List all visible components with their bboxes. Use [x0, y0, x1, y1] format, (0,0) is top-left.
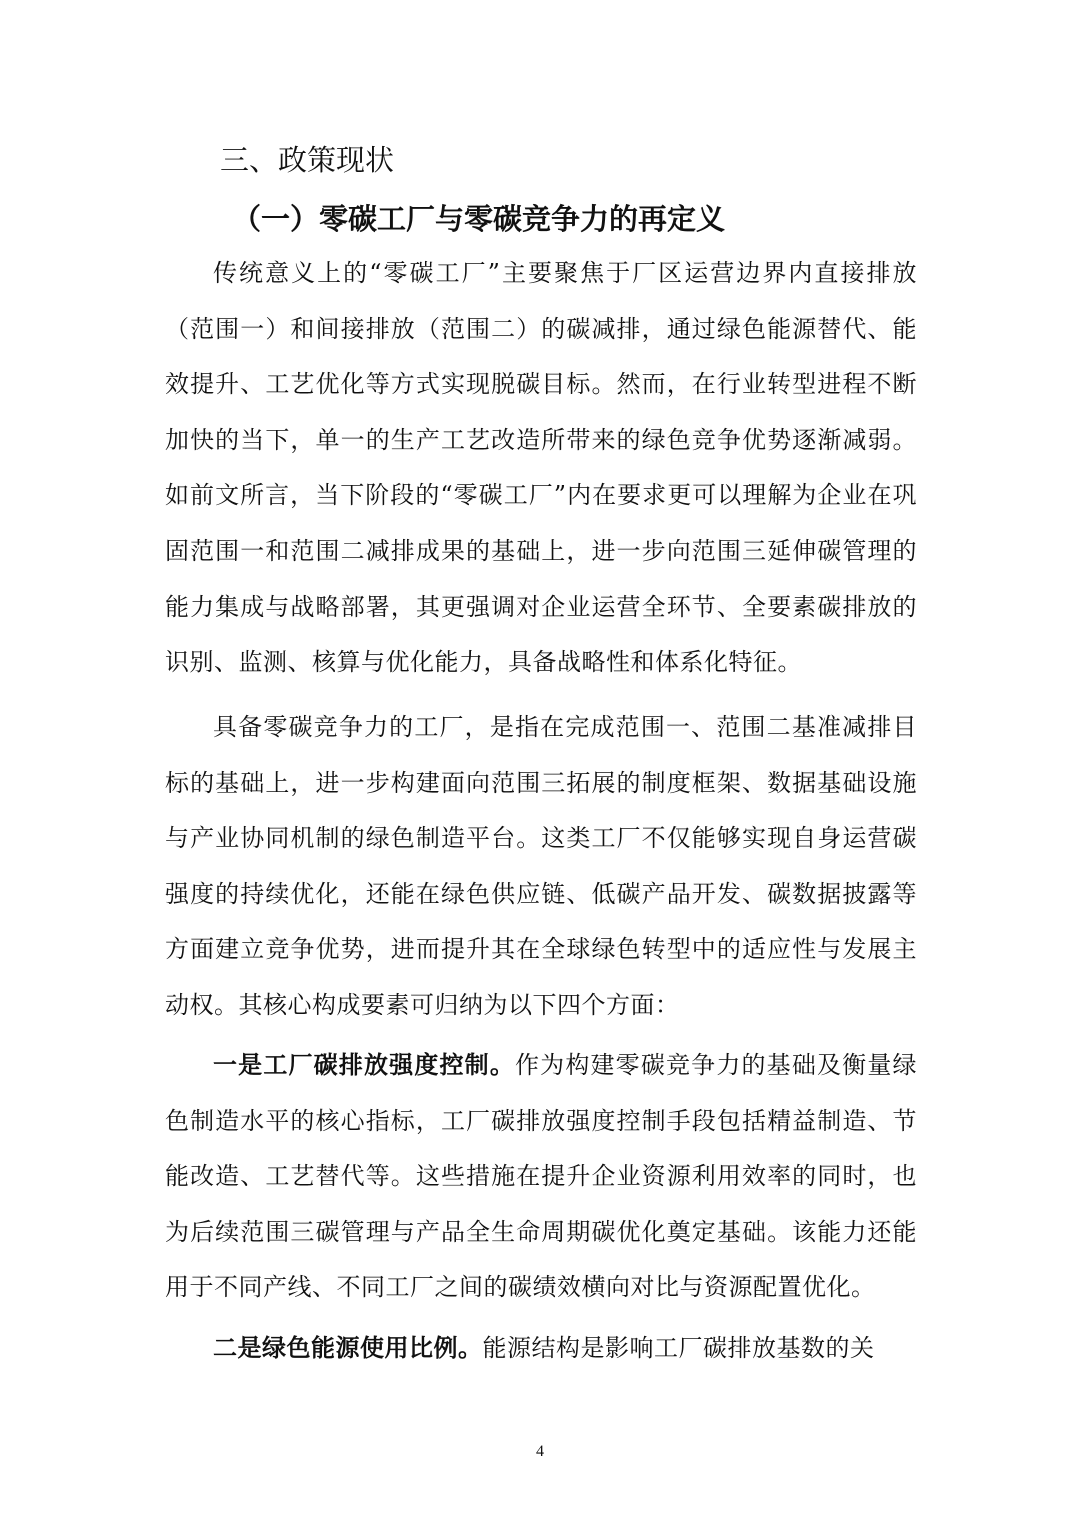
paragraph-body: 作为构建零碳竞争力的基础及衡量绿色制造水平的核心指标，工厂碳排放强度控制手段包括精益制造、节能改造、工艺替代等。这些措施在提升企业资源利用效率的同时，也为后续范围三碳管理与产品全生命周期碳优化奠定基础。该能力还能用于不同产线、不同工厂之间的碳绩效横向对比与资源配置优化。 [165, 1051, 917, 1302]
paragraph-traditional-definition: 传统意义上的“零碳工厂”主要聚焦于厂区运营边界内直接排放（范围一）和间接排放（范围二）的碳减排，通过绿色能源替代、能效提升、工艺优化等方式实现脱碳目标。然而，在行业转型进程不断加快的当下，单一的生产工艺改造所带来的绿色竞争优势逐渐减弱。如前文所言，当下阶段的“零碳工厂”内在要求更可以理解为企业在巩固范围一和范围二减排成果的基础上，进一步向范围三延伸碳管理的能力集成与战略部署，其更强调对企业运营全环节、全要素碳排放的识别、监测、核算与优化能力，具备战略性和体系化特征。 [165, 259, 917, 677]
paragraph-body: 能源结构是影响工厂碳排放基数的关 [482, 1334, 875, 1362]
paragraph-lead: 二是绿色能源使用比例。 [213, 1334, 483, 1362]
section-title: 三、政策现状 [220, 143, 395, 177]
page-number: 4 [536, 1443, 544, 1460]
subsection-title: （一）零碳工厂与零碳竞争力的再定义 [232, 202, 726, 236]
paragraph-lead: 一是工厂碳排放强度控制。 [213, 1051, 515, 1079]
paragraph-emission-intensity [165, 1038, 917, 1316]
paragraph-zero-carbon-competitiveness: 具备零碳竞争力的工厂，是指在完成范围一、范围二基准减排目标的基础上，进一步构建面向范围三拓展的制度框架、数据基础设施与产业协同机制的绿色制造平台。这类工厂不仅能够实现自身运营碳强度的持续优化，还能在绿色供应链、低碳产品开发、碳数据披露等方面建立竞争优势，进而提升其在全球绿色转型中的适应性与发展主动权。其核心构成要素可归纳为以下四个方面： [165, 713, 917, 1019]
paragraph-green-energy [165, 1321, 917, 1377]
